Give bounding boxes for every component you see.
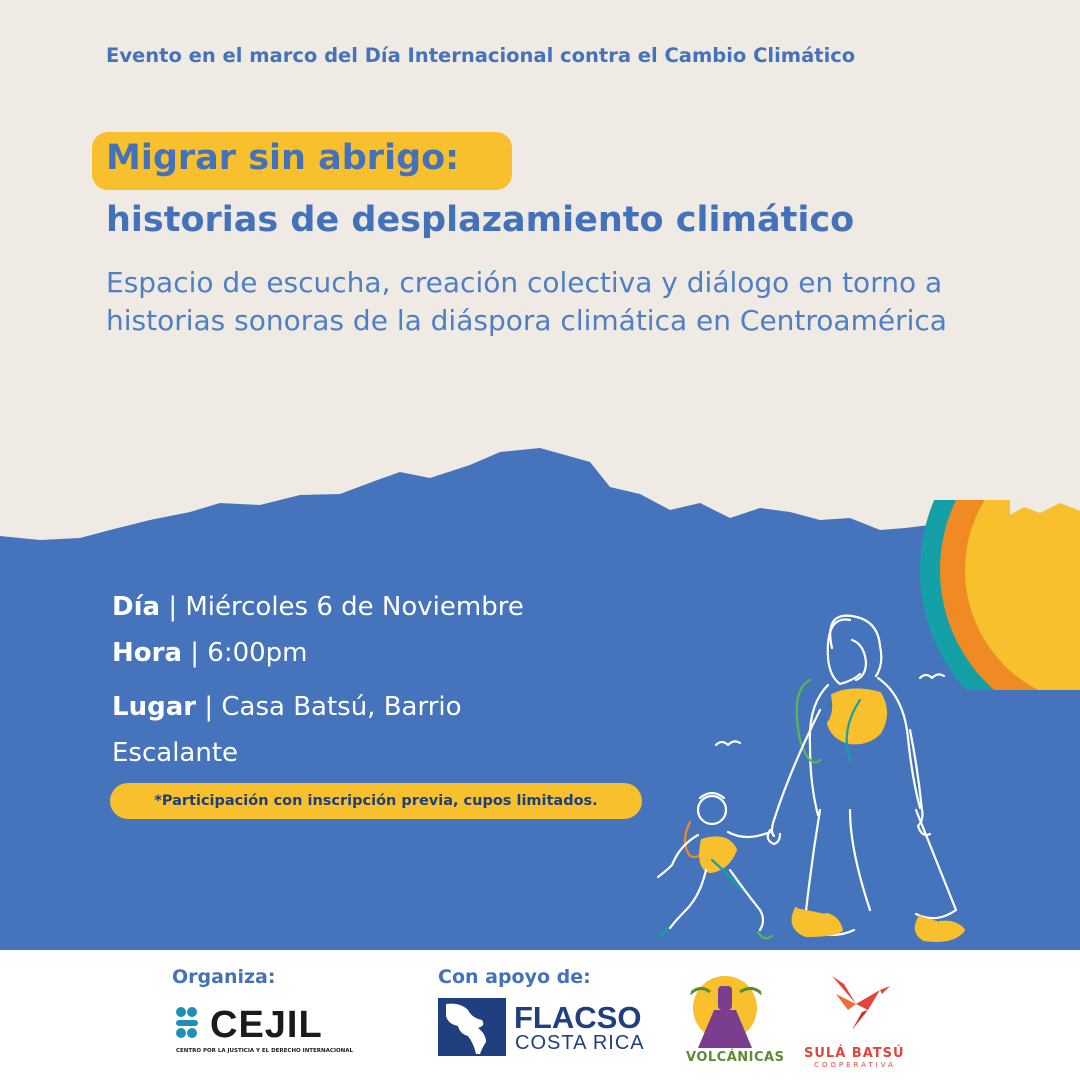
detail-day xyxy=(112,592,524,622)
registration-note: *Participación con inscripción previa, cupos limitados. xyxy=(154,793,598,809)
volcanicas-name: VOLCÁNICAS xyxy=(686,1050,785,1065)
hummingbird-icon xyxy=(822,970,892,1040)
time-label: Hora xyxy=(112,638,182,668)
separator: | xyxy=(190,638,200,668)
paper-tear-edge xyxy=(1010,495,1080,535)
cejil-logo-icon xyxy=(172,1002,206,1042)
cejil-full-name: CENTRO POR LA JUSTICIA Y EL DERECHO INTERNACIONAL xyxy=(176,1048,354,1054)
sula-batsu-subtitle: COOPERATIVA xyxy=(814,1061,896,1069)
cejil-name: CEJIL xyxy=(210,1004,323,1046)
organizer-label: Organiza: xyxy=(172,966,276,988)
title-line-2: historias de desplazamiento climático xyxy=(106,200,855,240)
place-value: Casa Batsú, Barrio Escalante xyxy=(112,692,462,768)
day-label: Día xyxy=(112,592,161,622)
detail-time xyxy=(112,638,308,668)
event-subtitle: Espacio de escucha, creación colectiva y diálogo en torno a historias sonoras de la diáspora climática en Centroamérica xyxy=(106,266,947,337)
event-context-text: Evento en el marco del Día Internacional contra el Cambio Climático xyxy=(106,44,856,67)
title-line-1: Migrar sin abrigo: xyxy=(106,138,460,178)
walking-mother-child-illustration xyxy=(620,560,980,950)
place-label: Lugar xyxy=(112,692,197,722)
support-label: Con apoyo de: xyxy=(438,966,591,988)
separator: | xyxy=(168,592,178,622)
sula-batsu-name: SULÁ BATSÚ xyxy=(804,1046,905,1061)
detail-place xyxy=(112,684,562,776)
day-value: Miércoles 6 de Noviembre xyxy=(185,592,524,622)
separator: | xyxy=(204,692,214,722)
flacso-name: FLACSO xyxy=(514,1000,642,1035)
flacso-subtitle: COSTA RICA xyxy=(515,1032,645,1054)
time-value: 6:00pm xyxy=(207,638,308,668)
volcano-fist-icon xyxy=(680,970,770,1052)
americas-map-icon xyxy=(438,998,506,1056)
